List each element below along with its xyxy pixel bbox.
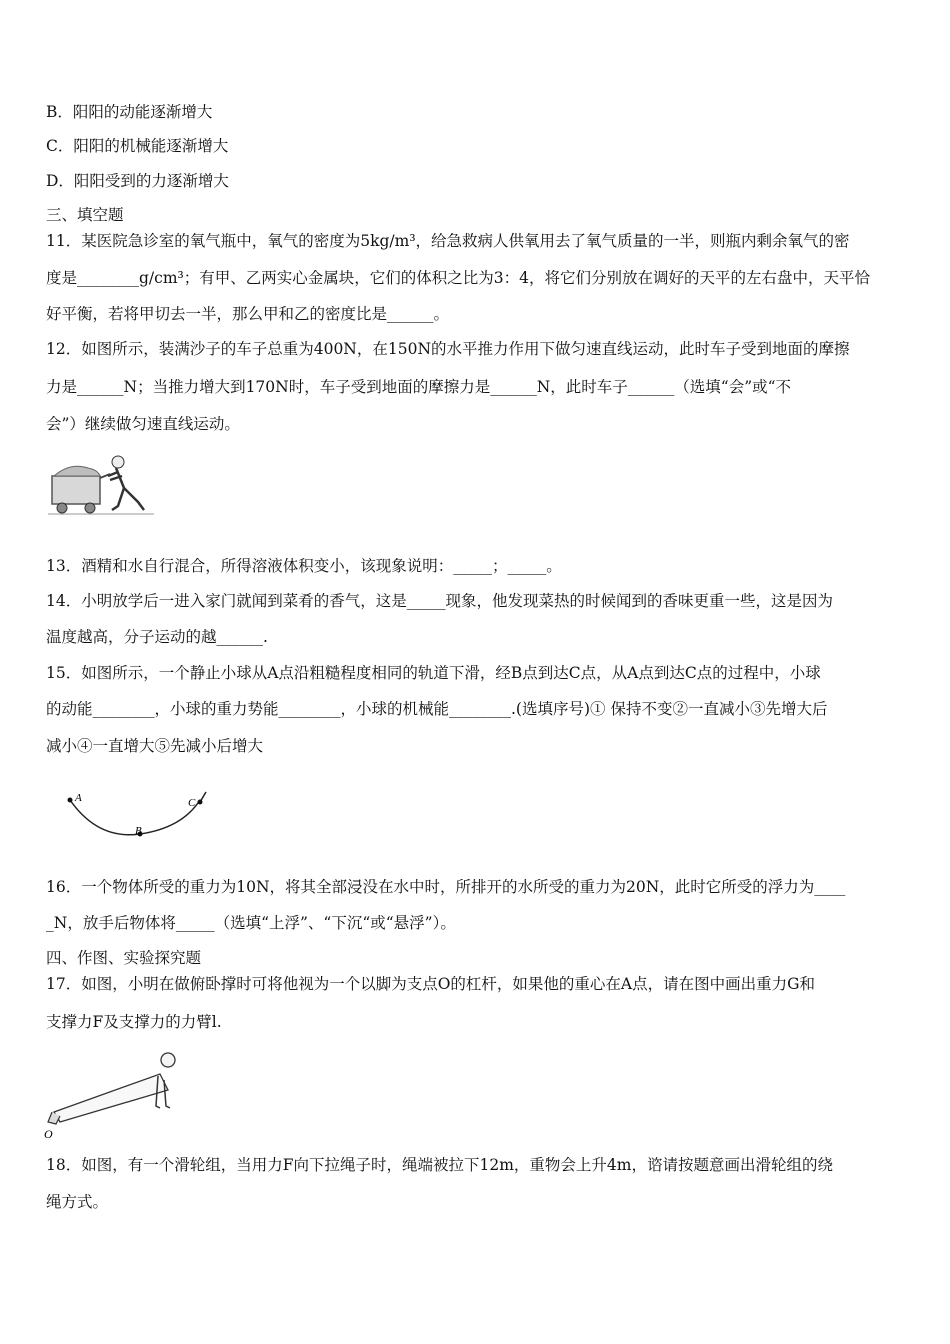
q14-line-2: 温度越高，分子运动的越______. [46, 628, 268, 646]
q18-line-2: 绳方式。 [46, 1193, 109, 1211]
point-a-label: A [75, 792, 82, 804]
cart-push-figure [48, 448, 158, 520]
option-b: B．阳阳的动能逐渐增大 [46, 103, 213, 121]
point-c-dot [198, 800, 203, 805]
point-b-label: B [135, 825, 142, 837]
pushup-figure [42, 1050, 192, 1140]
q11-line-2: 度是________g/cm³；有甲、乙两实心金属块，它们的体积之比为3：4，将它们分别放在调好的天平的左右盘中，天平恰 [46, 269, 870, 287]
person-body [108, 468, 144, 510]
q12-line-1: 12．如图所示，装满沙子的车子总重为400N，在150N的水平推力作用下做匀速直线运动，此时车子受到地面的摩擦 [46, 340, 850, 358]
q12-line-3: 会”）继续做匀速直线运动。 [46, 415, 240, 433]
q15-line-1: 15．如图所示，一个静止小球从A点沿粗糙程度相同的轨道下滑，经B点到达C点，从A点到达C点的过程中，小球 [46, 664, 821, 682]
q13-line-1: 13．酒精和水自行混合，所得溶液体积变小，该现象说明：_____；_____。 [46, 557, 562, 575]
cart-wheel-left [57, 503, 67, 513]
q15-line-2: 的动能________，小球的重力势能________，小球的机械能________.(选填序号)① 保持不变②一直减小③先增大后 [46, 700, 828, 718]
option-d: D．阳阳受到的力逐渐增大 [46, 172, 229, 190]
q12-line-2: 力是______N；当推力增大到170N时，车子受到地面的摩擦力是______N，此时车子______（选填“会”或“不 [46, 378, 792, 396]
person-head [161, 1053, 175, 1067]
q16-line-2: _N，放手后物体将_____（选填“上浮”、“下沉“或“悬浮”）。 [46, 914, 456, 932]
cart-body [52, 476, 100, 504]
q11-line-3: 好平衡，若将甲切去一半，那么甲和乙的密度比是______。 [46, 305, 450, 323]
q17-line-2: 支撑力F及支撑力的力臂l. [46, 1013, 222, 1031]
q17-line-1: 17．如图，小明在做俯卧撑时可将他视为一个以脚为支点O的杠杆，如果他的重心在A点，请在图中画出重力G和 [46, 975, 816, 993]
person-head [112, 456, 124, 468]
q14-line-1: 14．小明放学后一进入家门就闻到菜肴的香气，这是_____现象，他发现菜热的时候闻到的香味更重一些，这是因为 [46, 592, 833, 610]
q18-line-1: 18．如图，有一个滑轮组，当用力F向下拉绳子时，绳端被拉下12m，重物会上升4m，谘请按题意画出滑轮组的绕 [46, 1156, 833, 1174]
option-c: C．阳阳的机械能逐渐增大 [46, 137, 229, 155]
point-c-label: C [188, 797, 196, 809]
person-torso [54, 1074, 168, 1122]
q16-line-1: 16．一个物体所受的重力为10N，将其全部浸没在水中时，所排开的水所受的重力为20N，此时它所受的浮力为____ [46, 878, 846, 896]
q11-line-1: 11．某医院急诊室的氧气瓶中，氧气的密度为5kg/m³，给急救病人供氧用去了氧气质量的一半，则瓶内剩余氧气的密 [46, 232, 850, 250]
sand-pile [54, 466, 100, 476]
cart-wheel-right [85, 503, 95, 513]
track-figure [58, 790, 218, 850]
q15-line-3: 减小④一直增大⑤先减小后增大 [46, 737, 264, 755]
point-a-dot [68, 798, 73, 803]
section-heading-draw: 四、作图、实验探究题 [46, 949, 202, 967]
section-heading-fill: 三、填空题 [46, 206, 124, 224]
pivot-o-label: O [44, 1127, 53, 1141]
